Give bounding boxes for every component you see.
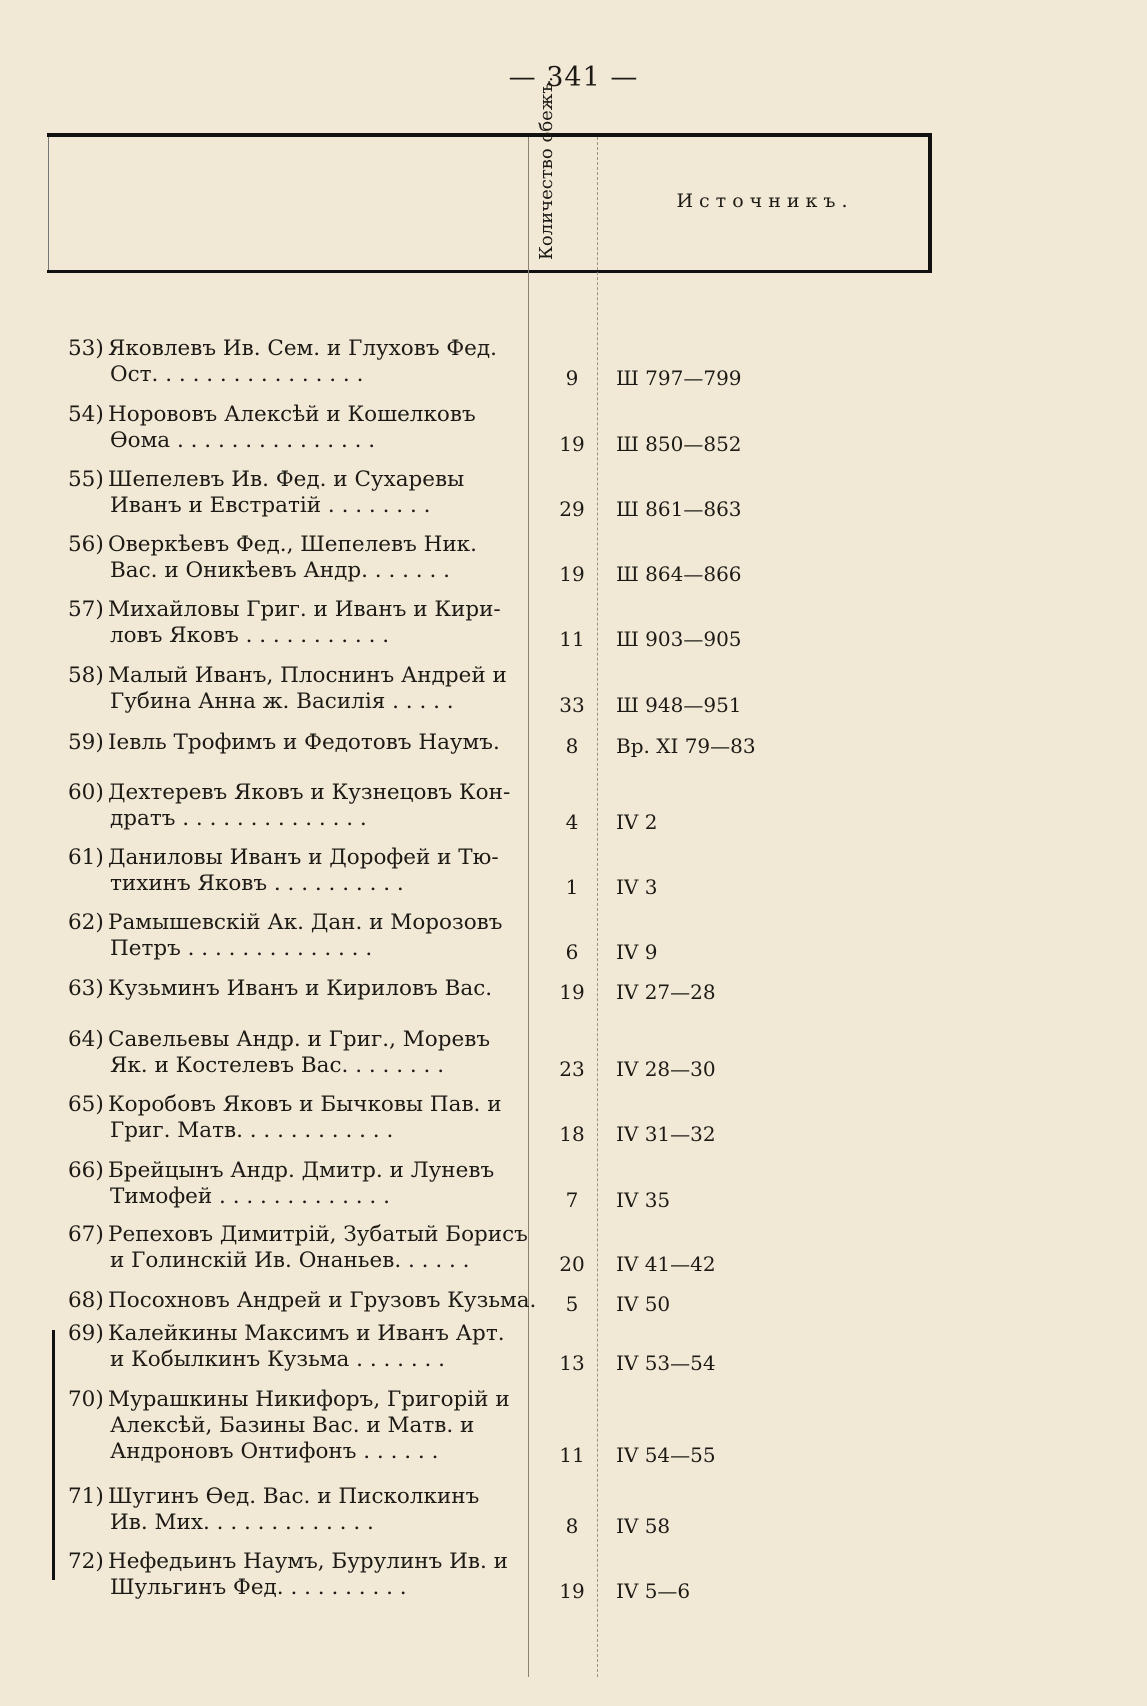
entry-name-line: Петръ . . . . . . . . . . . . . .: [110, 936, 373, 961]
entry-source: IV 41—42: [616, 1252, 716, 1276]
entry-source: Ш 797—799: [616, 366, 742, 390]
entry-count: 19: [559, 1579, 585, 1603]
entry-count: 11: [559, 1443, 585, 1467]
entry-number: 53): [68, 336, 104, 361]
entry-name-line: Кузьминъ Иванъ и Кириловъ Вас.: [108, 976, 493, 1001]
entry-number: 71): [68, 1484, 104, 1509]
entry-source: IV 35: [616, 1188, 671, 1212]
entry-name-line: Калейкины Максимъ и Иванъ Арт.: [108, 1321, 505, 1346]
entry-count: 33: [559, 693, 585, 717]
entry-number: 59): [68, 730, 104, 755]
entry-name-line: Дехтеревъ Яковъ и Кузнецовъ Кон-: [108, 780, 511, 805]
entry-name-line: дратъ . . . . . . . . . . . . . .: [110, 806, 367, 831]
entry-source: IV 31—32: [616, 1122, 716, 1146]
table-left-rule: [48, 137, 49, 270]
entry-count: 4: [565, 810, 579, 834]
entry-name-line: и Кобылкинъ Кузьма . . . . . . .: [110, 1347, 446, 1372]
entry-source: IV 53—54: [616, 1351, 716, 1375]
entry-name-line: Мурашкины Никифоръ, Григорій и: [108, 1387, 510, 1412]
entry-number: 64): [68, 1027, 104, 1052]
entry-source: Вр. XI 79—83: [616, 734, 756, 758]
entry-name-line: Ѳома . . . . . . . . . . . . . . .: [110, 428, 376, 453]
entry-count: 11: [559, 627, 585, 651]
entry-count: 8: [565, 734, 579, 758]
entry-source: Ш 850—852: [616, 432, 742, 456]
entry-name-line: Рамышевскій Ак. Дан. и Морозовъ: [108, 910, 503, 935]
entry-name-line: Даниловы Иванъ и Дорофей и Тю-: [108, 845, 499, 870]
column-divider-right: [597, 137, 598, 1677]
entry-number: 72): [68, 1549, 104, 1574]
entry-count: 13: [559, 1351, 585, 1375]
entry-name-line: Вас. и Оникѣевъ Андр. . . . . . .: [110, 558, 450, 583]
entry-source: IV 9: [616, 940, 658, 964]
entry-count: 8: [565, 1514, 579, 1538]
entry-name-line: Шульгинъ Фед. . . . . . . . . .: [110, 1575, 407, 1600]
entry-number: 65): [68, 1092, 104, 1117]
entry-source: IV 50: [616, 1292, 671, 1316]
entry-number: 60): [68, 780, 104, 805]
entry-number: 55): [68, 467, 104, 492]
entry-source: IV 28—30: [616, 1057, 716, 1081]
entry-count: 1: [565, 875, 579, 899]
entry-source: Ш 861—863: [616, 497, 742, 521]
entry-count: 6: [565, 940, 579, 964]
entry-count: 5: [565, 1292, 579, 1316]
entry-name-line: Іевль Трофимъ и Федотовъ Наумъ.: [108, 730, 500, 755]
entry-name-line: Шугинъ Ѳед. Вас. и Писколкинъ: [108, 1484, 480, 1509]
entry-name-line: Норововъ Алексѣй и Кошелковъ: [108, 402, 476, 427]
entry-number: 63): [68, 976, 104, 1001]
entry-name-line: Ив. Мих. . . . . . . . . . . . .: [110, 1510, 374, 1535]
entry-name-line: Алексѣй, Базины Вас. и Матв. и: [110, 1413, 475, 1438]
entry-name-line: тихинъ Яковъ . . . . . . . . . .: [110, 871, 404, 896]
entry-name-line: Нефедьинъ Наумъ, Бурулинъ Ив. и: [108, 1549, 508, 1574]
entry-count: 19: [559, 432, 585, 456]
entry-name-line: ловъ Яковъ . . . . . . . . . . .: [110, 623, 390, 648]
entry-source: Ш 903—905: [616, 627, 742, 651]
entry-name-line: Шепелевъ Ив. Фед. и Сухаревы: [108, 467, 465, 492]
entry-count: 23: [559, 1057, 585, 1081]
entry-number: 54): [68, 402, 104, 427]
entry-source: IV 2: [616, 810, 658, 834]
entry-name-line: Малый Иванъ, Плоснинъ Андрей и: [108, 663, 507, 688]
entry-source: Ш 864—866: [616, 562, 742, 586]
entry-name-line: Губина Анна ж. Василія . . . . .: [110, 689, 454, 714]
entry-number: 57): [68, 597, 104, 622]
entry-name-line: Андроновъ Онтифонъ . . . . . .: [110, 1439, 439, 1464]
entry-source: IV 27—28: [616, 980, 716, 1004]
header-divider: [47, 270, 932, 273]
entry-count: 19: [559, 980, 585, 1004]
entry-name-line: Як. и Костелевъ Вас. . . . . . . .: [110, 1053, 445, 1078]
count-column-header: Количество обежъ.: [536, 76, 557, 260]
entry-count: 18: [559, 1122, 585, 1146]
left-margin-bar: [52, 1330, 55, 1580]
entry-number: 62): [68, 910, 104, 935]
entry-count: 9: [565, 366, 579, 390]
entry-number: 70): [68, 1387, 104, 1412]
entry-name-line: Яковлевъ Ив. Сем. и Глуховъ Фед.: [108, 336, 497, 361]
entry-number: 69): [68, 1321, 104, 1346]
entry-name-line: Репеховъ Димитрій, Зубатый Борисъ: [108, 1222, 528, 1247]
entry-name-line: Оверкѣевъ Фед., Шепелевъ Ник.: [108, 532, 477, 557]
entry-name-line: Тимофей . . . . . . . . . . . . .: [110, 1184, 390, 1209]
entry-count: 19: [559, 562, 585, 586]
entry-name-line: и Голинскій Ив. Онаньев. . . . . .: [110, 1248, 470, 1273]
entry-name-line: Иванъ и Евстратій . . . . . . . .: [110, 493, 431, 518]
entry-name-line: Коробовъ Яковъ и Бычковы Пав. и: [108, 1092, 502, 1117]
entry-count: 29: [559, 497, 585, 521]
entry-number: 66): [68, 1158, 104, 1183]
entry-number: 67): [68, 1222, 104, 1247]
entry-name-line: Григ. Матв. . . . . . . . . . . .: [110, 1118, 394, 1143]
entry-name-line: Михайловы Григ. и Иванъ и Кири-: [108, 597, 501, 622]
source-column-header: Источникъ.: [676, 190, 854, 212]
entry-count: 20: [559, 1252, 585, 1276]
entry-source: IV 3: [616, 875, 658, 899]
entry-count: 7: [565, 1188, 579, 1212]
entry-number: 56): [68, 532, 104, 557]
entry-name-line: Посохновъ Андрей и Грузовъ Кузьма.: [108, 1288, 537, 1313]
page-number: — 341 —: [508, 62, 639, 93]
entry-source: Ш 948—951: [616, 693, 742, 717]
entry-name-line: Ост. . . . . . . . . . . . . . . .: [110, 362, 364, 387]
entry-number: 61): [68, 845, 104, 870]
entry-name-line: Брейцынъ Андр. Дмитр. и Луневъ: [108, 1158, 495, 1183]
entry-number: 68): [68, 1288, 104, 1313]
entry-source: IV 58: [616, 1514, 671, 1538]
entry-source: IV 54—55: [616, 1443, 716, 1467]
entry-number: 58): [68, 663, 104, 688]
entry-name-line: Савельевы Андр. и Григ., Моревъ: [108, 1027, 491, 1052]
entry-source: IV 5—6: [616, 1579, 691, 1603]
